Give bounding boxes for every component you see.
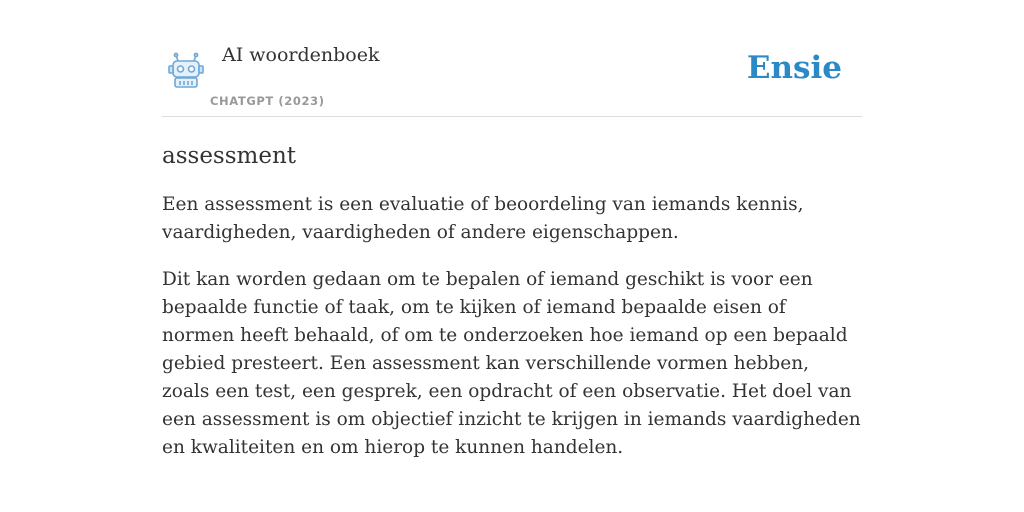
brand-logo-link[interactable]: Ensie (746, 50, 842, 86)
robot-icon (166, 52, 206, 90)
entry-term: assessment (162, 143, 297, 169)
definition-paragraph-1: Een assessment is een evaluatie of beoordeling van iemands kennis, vaardigheden, vaardigheden of andere eigenschappen. (162, 194, 804, 243)
source-subtitle: CHATGPT (2023) (210, 94, 325, 108)
source-header (162, 0, 862, 117)
page-content (162, 0, 862, 462)
definition-paragraph-2: Dit kan worden gedaan om te bepalen of iemand geschikt is voor een bepaalde functie of taak, om te kijken of iemand bepaalde eisen of normen heeft behaald, of om te onderzoeken hoe iemand op een bepaald gebied presteert. Een assessment kan verschillende vormen hebben, zoals een test, een gesprek, een opdracht of een observatie. Het doel van een assessment is om objectief inzicht te krijgen in iemands vaardigheden en kwaliteiten en om hierop te kunnen handelen. (162, 269, 861, 458)
source-title[interactable]: AI woordenboek (222, 44, 380, 66)
